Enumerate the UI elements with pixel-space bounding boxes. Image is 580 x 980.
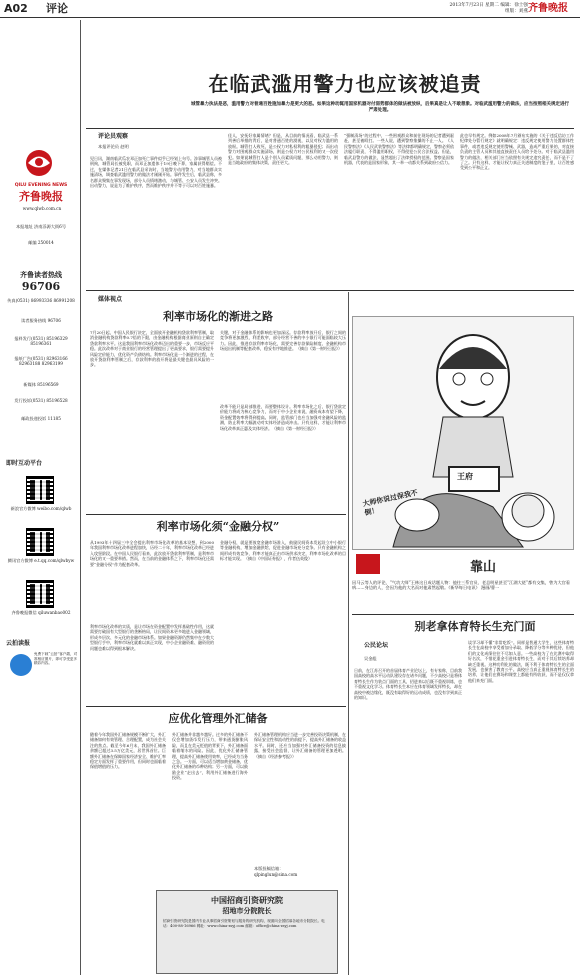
section-name: 评论 [46, 2, 68, 15]
article3-rule [86, 514, 346, 515]
ad-line-2: 招地市分院院长 [222, 906, 272, 915]
lead-col-2: 佳人，安抚好家属情绪？但是，从目前的情况看，临武县一系列善后举措的背后，是对普通百姓的漠视，以及对权力滥用的放纵。城管打人致死，是公权力对私权利的粗暴侵犯；而出动警力对围观群众实施清场，则是公权力对公民权利的又一次侵犯。如果说城管打人是个别人员素质问题，那么动用警力，则是当地政府的集体决策，责任更大。 [228, 133, 338, 166]
cartoon-image [352, 316, 574, 550]
lead-col-4: 此也早有规定。例如2008年7月颁布实施的《关于违反信访工作纪律处分暂行规定》就明确规定：违反规定使用警力处置群体性事件，或者违反规定使用警械、武器，造成严重后果的，对直接负责的主管人员和其他直接责任人员给予处分。对于临武县滥用警力的做法，相关部门应当依照有关规定追究责任，而不是不了了之。只有这样，才能让权力真正关进制度的笼子里，让百姓感受到公平和正义。 [460, 133, 574, 171]
lead-title: 在临武滥用警力也应该被追责 [208, 72, 482, 96]
hotline-number: 96706 [21, 280, 61, 293]
address: 本报地址 济南泺源大街6号 [15, 224, 67, 229]
right-column-divider [348, 292, 349, 975]
mid-rule [86, 290, 574, 291]
weibo-qr-icon[interactable] [26, 476, 54, 504]
interact-label: 即时互动平台 [6, 460, 43, 467]
weibo-qr-caption: 新浪官方微博 weibo.com/qlwb [10, 506, 72, 511]
article2-col-2: 关键，对于金融体系的影响也更加深远。存款利率放开后，银行之间的竞争将更加激烈，利差收窄，部分经营不善的中小银行可能面临较大压力。因此，推进存款利率市场化，需要完善存款保险制度、金融机构市场退出机制等配套改革，稳妥有序地推进。（摘自《第一财经日报》） [220, 330, 346, 352]
article5-col-1: 日前，在江苏召开的首届体育产业论坛上，有专家称，目前我国高校的高水平运动队建设存在诸多问题，不少高校只是将体育特长生作为装点门面的工具，招进来以后既不重视训练，也不重视文化学习。体育特长生本应在体育领域发挥特长，却在高校中被边缘化，既没有取得好的运动成绩，也没有学到真正的知识。 [354, 668, 462, 701]
article5-title: 别老拿体育特长生充门面 [414, 620, 536, 633]
header-logo: 齐鲁晚报 [528, 3, 568, 14]
logo-emblem-icon [18, 148, 60, 178]
article5-box-label: 公民论坛 [364, 642, 389, 649]
weixin-qr-icon[interactable] [26, 580, 54, 608]
article3-col-3: 金融分权，就是要放宽金融市场准入，鼓励民间资本发起设立中小银行等金融机构，增加金融供给，促进金融市场充分竞争。只有金融机构之间形成有效竞争，利率才能真正由市场供求决定，利率市场化改革的目标才能实现。（摘自《中国证券报》，作者伍英俊） [220, 540, 346, 562]
lead-deck: 城管暴力执法是恶，滥用警力对普通百姓施加暴力是更大的恶。如果这种动辄用国家机器对付弱势群体的做法被放纵，后果真是让人不敢想象。对临武滥用警力的做法，应当按照相关规定进行严肃处理。 [191, 102, 569, 113]
cartoon-sign: 王府 [457, 471, 473, 481]
baoliao: 报料发行(0531) 85196329 85196361 [14, 336, 68, 347]
header-rule [0, 17, 580, 18]
article5-col-2: 谈学习却不懂“非常吃饭”。同样是普通大学生，这些体育特长生在高校中享受着加分录取、降低学分等多种优待，但他们的文化成绩往往不尽如人意。一些高校为了在比赛中取得好名次，不惜花重金引进体育特长生，而对于其后续培养却缺乏重视。这种功利化的做法，既不利于体育特长生的全面发展，也损害了教育公平。高校应当真正重视体育特长生的培养，让他们在赛场和课堂上都能有所收获，而不是仅仅拿他们来充门面。 [468, 640, 574, 683]
postal-complaint: 邮政投递投诉 11185 [21, 416, 61, 421]
article4-title: 应优化管理外汇储备 [168, 712, 268, 725]
fax: 传真(0531) 86993336 86991208 [7, 298, 75, 303]
cartoon-badge-icon [356, 554, 380, 574]
cartoon-bubble: 大师你说过保我不倒！ [361, 487, 419, 518]
article4-rule [86, 706, 346, 707]
ad-box[interactable] [156, 890, 338, 974]
cartoon-title: 靠山 [470, 560, 497, 575]
cloud-app-icon[interactable] [10, 654, 32, 676]
ad-details: 招商引资研究院是国内专业从事招商引资策划与服务的研究机构，现面向全国招募各地市分院院长。电话：400-88-16966 网址：www.china-zsyj.com 邮箱：office@china-zsyj.com [163, 919, 325, 928]
lead-rule [86, 128, 574, 129]
article4-email-label: 本版投稿信箱： [254, 866, 284, 871]
issue-info: 2013年7月23日 星期二 编辑：徐士强 组版：刘燕 [449, 3, 528, 14]
article3-title: 利率市场化须“金融分权” [156, 520, 280, 533]
article4-col-1: 随着今年我国外汇储备规模不断扩大，外汇储备如何有效管理、合理配置，成为社会关注的焦点。截至今年6月末，我国外汇储备余额已超过3.5万亿美元，居世界首位。巨额外汇储备在保障国家经济安全、维护汇率稳定方面发挥了重要作用，但同时也面临着保值增值的压力。 [90, 732, 166, 770]
weixin-qr-caption: 齐鲁晚报微信 qiluwanbao002 [11, 610, 71, 615]
cloud-label: 云拍读报 [6, 640, 31, 647]
lead-col-3: “强制清场”的过程中，一些围观群众和前往现场的记者遭到驱赶，甚至被殴打。一些人说，遭到警察推搡的不止一人。《人民警察法》《人民武装警察法》等法律都明确规定，警察必须依法履行职责，不得滥用职权，不得侵犯公民合法权益。但是，临武县警方的做法，显然超出了法律授权的范围。警察是国家机器，代表的是国家形象，其一举一动都关系到政府公信力。 [344, 133, 454, 166]
article2-col-1: 7月20日起，中国人民银行决定，全面放开金融机构贷款利率管制，取消金融机构贷款利率0.7倍的下限，由金融机构根据商业原则自主确定贷款利率水平。这是我国利率市场化改革迈出的重要一步，市场反应平稳。此次改革对于商业银行的经营管理提出了更高要求，银行需要提升风险定价能力，优化资产负债结构。利率市场化是一个渐进的过程，在放开贷款利率管制之后，存款利率的放开将是最关键也最具风险的一步。 [90, 330, 214, 368]
article5-rule [352, 614, 574, 615]
article4-col-2: 外汇储备并非越多越好。过多的外汇储备不仅会增加货币发行压力，带来通货膨胀风险，而且在美元贬值的背景下，外汇储备面临着缩水的风险。因此，优化外汇储备管理，提高外汇储备使用效率，已经成为当务之急。一方面，可以适当增加黄金储备，优化外汇储备的币种结构；另一方面，可以鼓励企业“走出去”，利用外汇储备进行海外投资。 [172, 732, 248, 781]
article2-col-3: 改革不能只是局部推进，而要整体设计。利率市场化之后，银行贷款定价能力将成为核心竞争力，而对于中小企业来说，融资成本有望下降，资金配置效率将得到提高。同时，监管部门也应当加强对金融风险的监测，防止利率大幅波动对实体经济造成冲击。只有这样，才能让利率市场化改革真正惠及实体经济。（摘自《第一财经日报》） [220, 404, 346, 431]
cartoon-drawing-icon [353, 317, 573, 549]
tencent-qr-icon[interactable] [26, 528, 54, 556]
ad-phone: 报纸广告(0531) 82963166 82963188 82963199 [14, 356, 68, 367]
logo-english: QILU EVENING NEWS [14, 183, 68, 188]
ad-line-1: 中国招商引资研究院 [211, 895, 283, 905]
article4-col-3: 外汇储备管理机构应当进一步完善投资决策机制，在保证安全性和流动性的前提下，提高外汇储备的收益水平。同时，还应当加强对外汇储备投资的信息披露，接受社会监督，让外汇储备的管理更加透明。（摘自《经济参考报》） [254, 732, 346, 759]
hotline-label: 齐鲁读者热线 [20, 270, 62, 279]
reader-service: 读者服务热线 96706 [21, 318, 61, 323]
sidebar-divider [80, 20, 81, 975]
cartoon-caption: 因马云等人的评论，“气功大师”王林这日成话题人物：他往三系官员、老总明星甚至“江湖大佬”都有交集，曾为大官看病……身边的人，会因为他的大名而对他肃然起敬。《新华每日电讯》 漫画/曹一 [352, 580, 570, 591]
lead-col-1: 见日讯，湖南临武瓜农邓正加死亡事件似乎已经划上句号。涉事城管人员被刑拘，城管局长被免职，而邓正加遗体于19日晚下葬，家属获得赔偿。不过，在媒体记者21日在临武县采访时，当地警方动用警力，对当地群众实施清场，调查临武滥用警力的做法才刚刚开始。事件发生后，临武县称，多名群众聚集在事发现场，部分人员情绪激动，与城管、公安人员发生冲突。出动警力，说是为了维护秩序，然而维护秩序并不等于可以对百姓施暴。 [90, 156, 222, 189]
website: www.qlwb.com.cn [22, 206, 62, 211]
tencent-qr-caption: 腾讯官方微博 e.t.qq.com/qlwbyw [7, 558, 75, 563]
article2-box-label: 媒体视点 [98, 296, 123, 303]
lead-box-label: 评论员观察 [98, 133, 129, 140]
article3-col-2: 利率市场化改革的实质，是让市场在资金配置中发挥基础性作用，这就需要打破国有大型银行的垄断格局，让民间资本更多地进入金融领域，形成多层次、多元化的金融市场体系。如果金融资源仍然集中在少数大型银行手中，利率市场化就难以真正实现，中小企业融资难、融资贵的问题也难以得到根本解决。 [90, 624, 214, 651]
distribution-complaint: 发行投诉(0531) 85196528 [14, 398, 68, 403]
lead-byline: 本报评论员 赵明 [98, 144, 129, 149]
logo-chinese: 齐鲁晚报 [19, 190, 63, 203]
page-code: A02 [4, 2, 28, 15]
article5-byline: 吴金彪 [364, 656, 377, 661]
article4-email[interactable]: qlpinglun@sina.com [254, 872, 298, 877]
article2-title: 利率市场化的渐进之路 [163, 310, 273, 323]
cloud-text: 免费下载“云拍”客户端，对准相应图片，即可享受更多精彩内容。 [34, 652, 78, 666]
article3-col-1: 从1993年十四届三中全会提出利率市场化改革的基本设想，到2000年我国利率市场化改革进程加快，历经二十年，利率市场化改革已经进入攻坚阶段。在中国人民银行看来，此次放开贷款利率管制，是利率市场化的又一重要举措。然而，在当前的金融体系之下，利率市场化还需要“金融分权”作为配套改革。 [90, 540, 214, 567]
new-media: 新媒体 85196569 [23, 382, 59, 387]
zip-code: 邮编 250014 [28, 240, 54, 245]
